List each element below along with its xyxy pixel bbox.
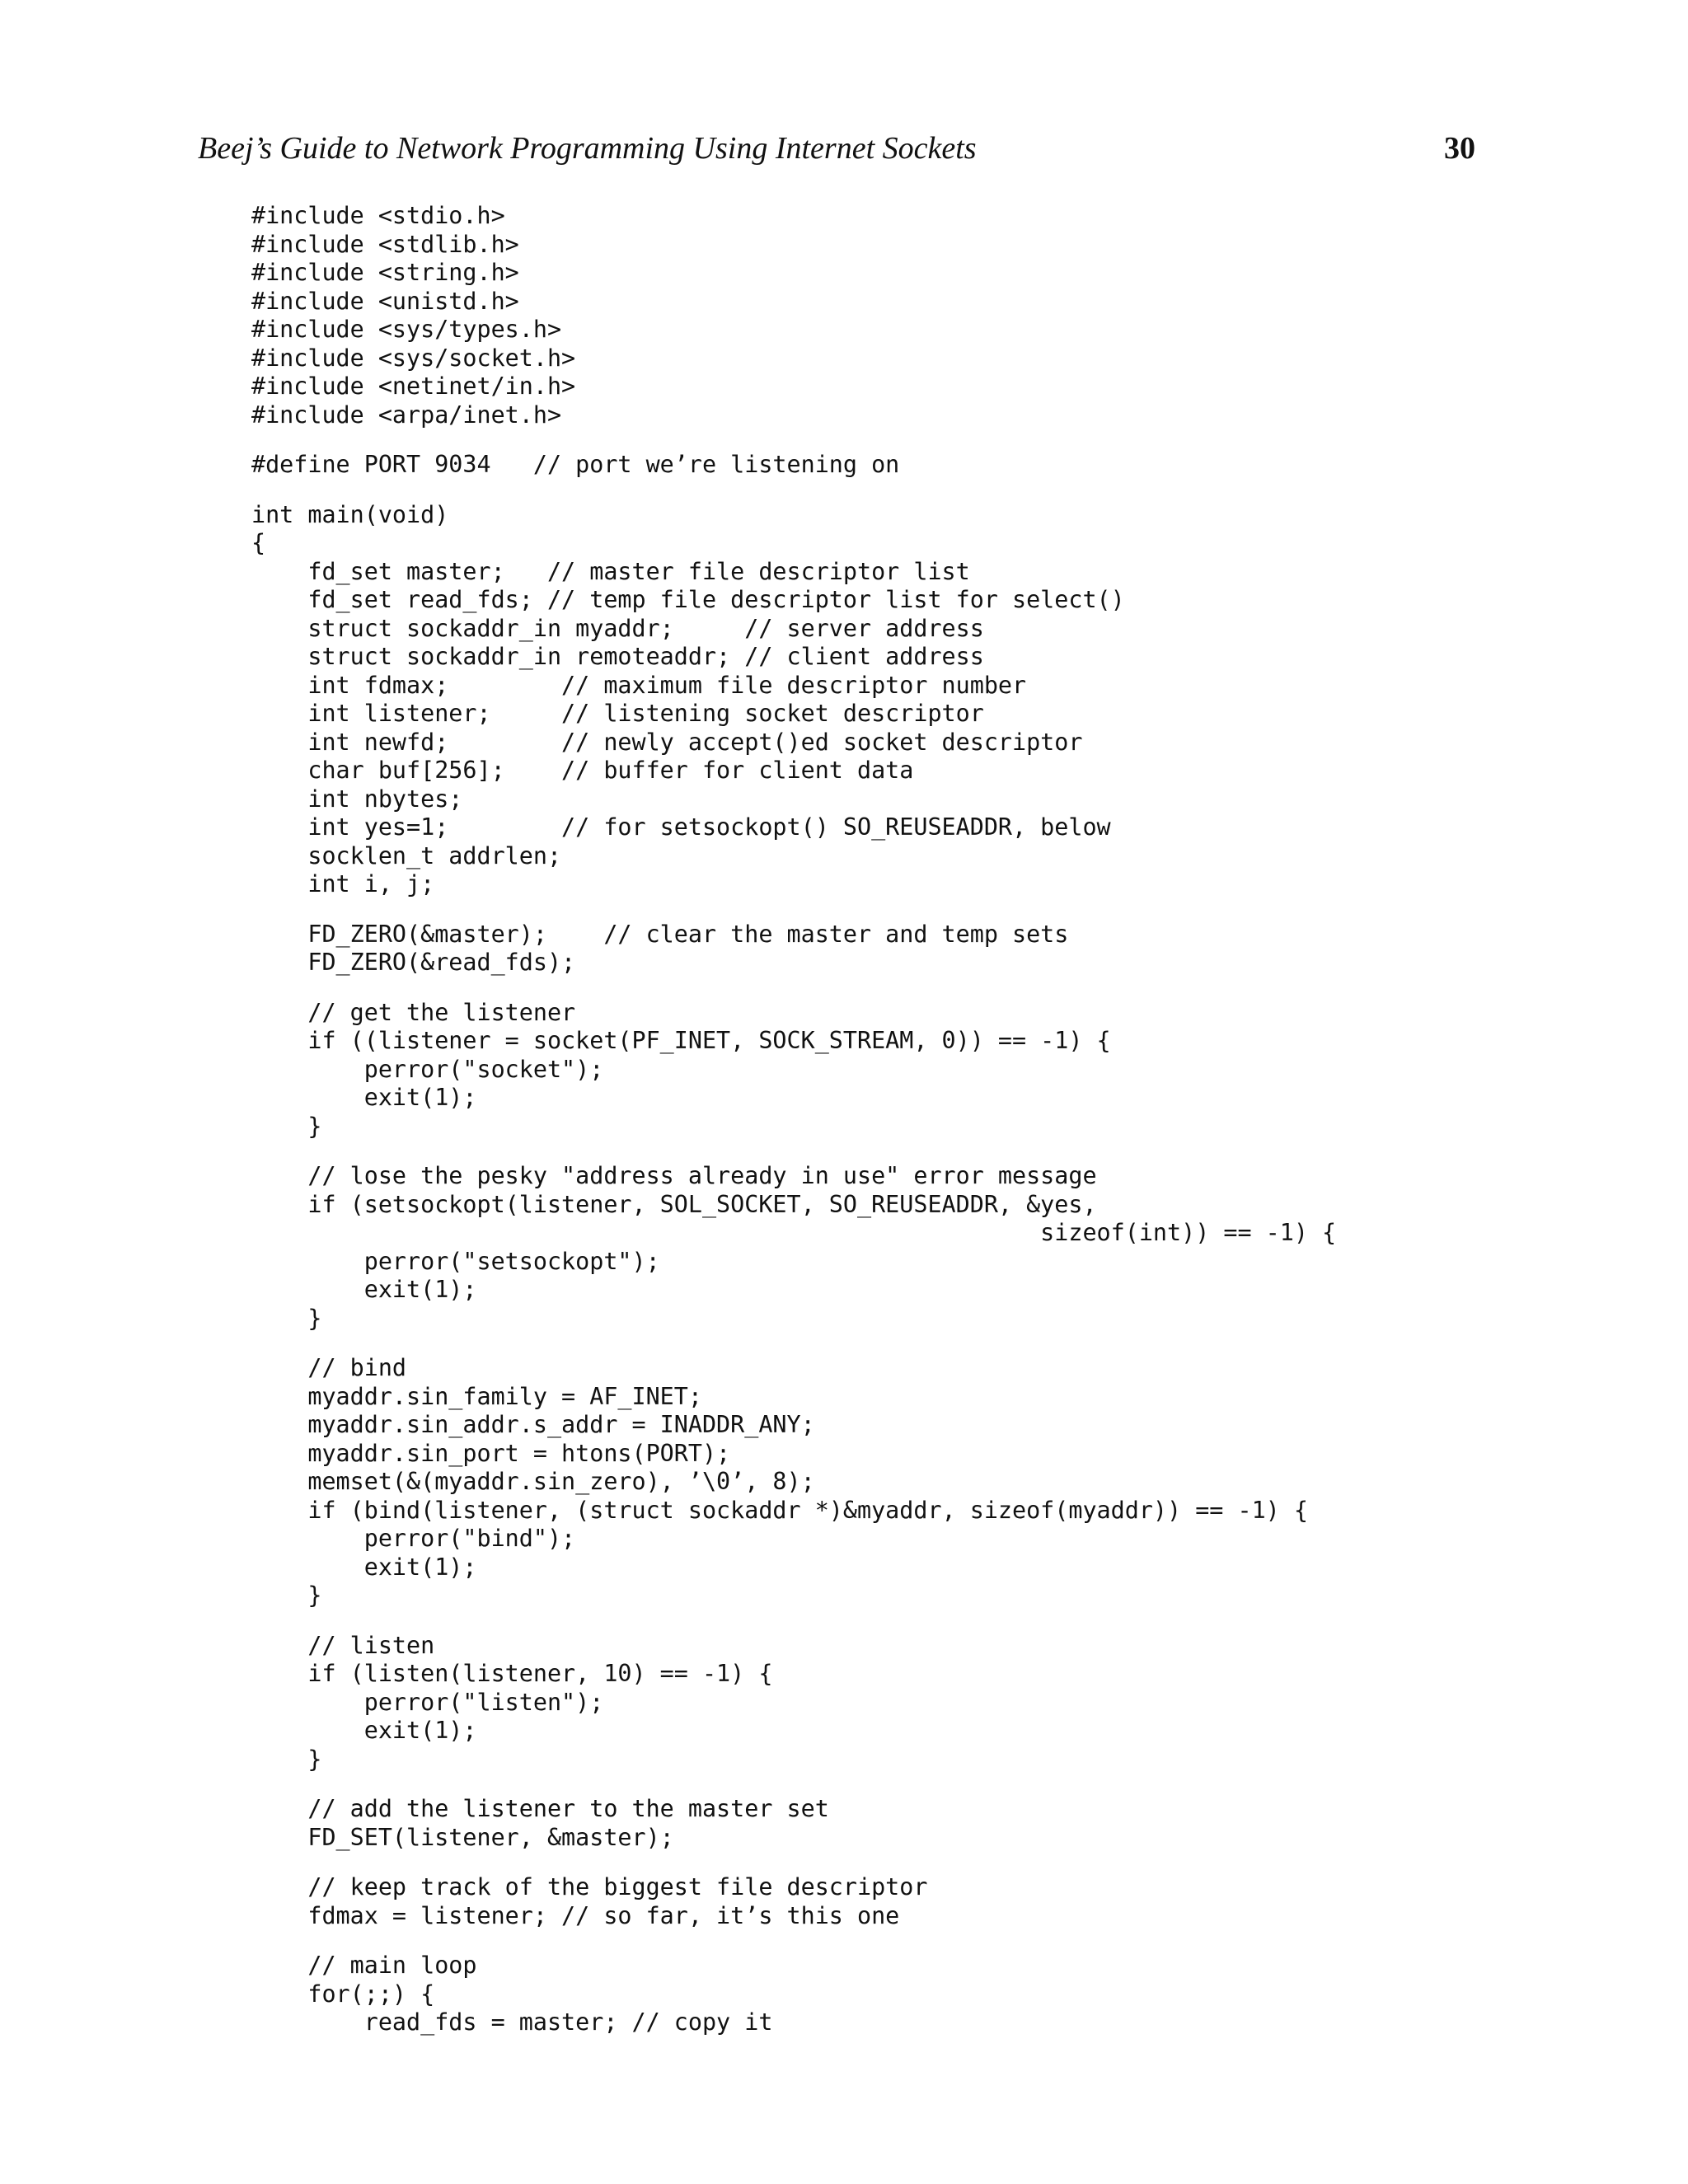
- code-line: int listener; // listening socket descriptor: [251, 700, 984, 727]
- code-line: socklen_t addrlen;: [251, 841, 562, 869]
- code-line: int nbytes;: [251, 785, 463, 813]
- code-line: FD_ZERO(&read_fds);: [251, 949, 576, 976]
- code-line: #include <unistd.h>: [251, 287, 519, 315]
- code-blank-line: [251, 899, 1336, 921]
- code-line: struct sockaddr_in remoteaddr; // client address: [251, 643, 984, 670]
- code-blank-line: [251, 1852, 1336, 1873]
- code-line: if ((listener = socket(PF_INET, SOCK_STREAM, 0)) == -1) {: [251, 1027, 1111, 1054]
- code-line: myaddr.sin_addr.s_addr = INADDR_ANY;: [251, 1411, 815, 1438]
- code-line: if (bind(listener, (struct sockaddr *)&myaddr, sizeof(myaddr)) == -1) {: [251, 1496, 1308, 1524]
- code-line: }: [251, 1112, 322, 1140]
- code-line: }: [251, 1582, 322, 1609]
- code-blank-line: [251, 1610, 1336, 1632]
- code-line: // add the listener to the master set: [251, 1795, 829, 1822]
- code-line: int main(void): [251, 500, 449, 528]
- code-listing: [251, 202, 1336, 2037]
- code-line: FD_SET(listener, &master);: [251, 1823, 674, 1851]
- code-line: exit(1);: [251, 1276, 477, 1303]
- running-title: Beej’s Guide to Network Programming Using Internet Sockets: [198, 131, 977, 166]
- code-line: sizeof(int)) == -1) {: [251, 1219, 1337, 1246]
- code-line: int i, j;: [251, 870, 435, 898]
- code-line: // keep track of the biggest file descriptor: [251, 1873, 928, 1900]
- code-line: #include <sys/socket.h>: [251, 344, 576, 372]
- code-line: #define PORT 9034 // port we’re listening on: [251, 451, 900, 478]
- code-line: exit(1);: [251, 1084, 477, 1111]
- code-line: if (setsockopt(listener, SOL_SOCKET, SO_REUSEADDR, &yes,: [251, 1190, 1097, 1218]
- code-blank-line: [251, 429, 1336, 451]
- code-blank-line: [251, 1333, 1336, 1354]
- code-line: for(;;) {: [251, 1980, 435, 2008]
- code-line: myaddr.sin_port = htons(PORT);: [251, 1439, 731, 1467]
- code-line: perror("bind");: [251, 1525, 576, 1552]
- code-blank-line: [251, 1930, 1336, 1952]
- code-line: int fdmax; // maximum file descriptor number: [251, 671, 1027, 699]
- code-line: perror("setsockopt");: [251, 1247, 660, 1275]
- code-line: if (listen(listener, 10) == -1) {: [251, 1660, 773, 1687]
- code-line: fdmax = listener; // so far, it’s this one: [251, 1901, 900, 1929]
- code-line: }: [251, 1304, 322, 1332]
- code-line: exit(1);: [251, 1717, 477, 1744]
- code-line: FD_ZERO(&master); // clear the master and temp sets: [251, 920, 1069, 948]
- page-number: 30: [1444, 131, 1475, 166]
- code-line: memset(&(myaddr.sin_zero), ’\0’, 8);: [251, 1468, 815, 1495]
- code-line: struct sockaddr_in myaddr; // server address: [251, 614, 984, 642]
- code-blank-line: [251, 1141, 1336, 1162]
- code-line: // bind: [251, 1354, 407, 1381]
- code-line: }: [251, 1745, 322, 1773]
- code-line: fd_set master; // master file descriptor list: [251, 557, 970, 585]
- code-line: {: [251, 529, 266, 556]
- code-line: #include <netinet/in.h>: [251, 373, 576, 400]
- code-line: char buf[256]; // buffer for client data: [251, 757, 914, 784]
- code-line: fd_set read_fds; // temp file descriptor list for select(): [251, 586, 1125, 613]
- code-line: // get the listener: [251, 998, 576, 1026]
- code-line: #include <arpa/inet.h>: [251, 401, 562, 429]
- code-line: // lose the pesky "address already in use" error message: [251, 1162, 1097, 1189]
- code-line: // listen: [251, 1631, 435, 1659]
- page-header: [198, 124, 1475, 173]
- code-line: int newfd; // newly accept()ed socket descriptor: [251, 728, 1083, 756]
- code-line: exit(1);: [251, 1553, 477, 1581]
- code-line: perror("listen");: [251, 1688, 604, 1716]
- code-line: #include <string.h>: [251, 259, 519, 286]
- code-line: #include <stdio.h>: [251, 202, 505, 229]
- code-blank-line: [251, 480, 1336, 501]
- code-line: int yes=1; // for setsockopt() SO_REUSEADDR, below: [251, 813, 1111, 841]
- code-line: perror("socket");: [251, 1055, 604, 1083]
- code-line: read_fds = master; // copy it: [251, 2008, 773, 2036]
- code-blank-line: [251, 1774, 1336, 1795]
- code-line: myaddr.sin_family = AF_INET;: [251, 1382, 702, 1410]
- code-line: #include <stdlib.h>: [251, 230, 519, 258]
- code-blank-line: [251, 977, 1336, 999]
- code-line: // main loop: [251, 1952, 477, 1979]
- code-line: #include <sys/types.h>: [251, 316, 562, 343]
